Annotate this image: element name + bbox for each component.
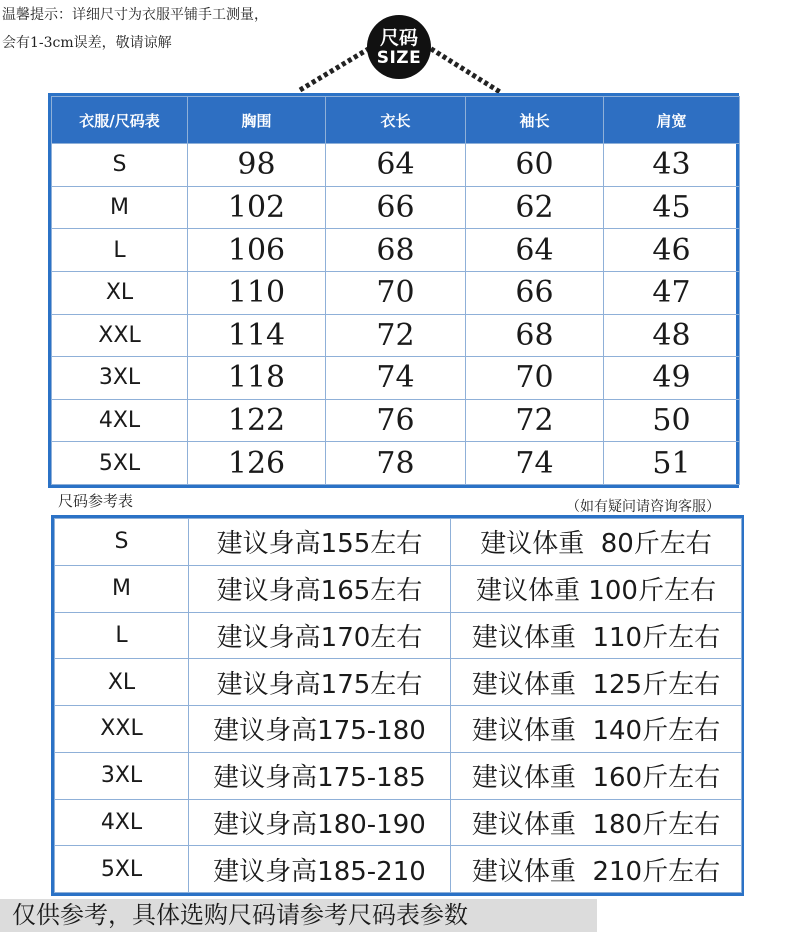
- cell-sleeve: 62: [466, 186, 604, 229]
- cell-sleeve: 66: [466, 271, 604, 314]
- header-sleeve: 袖长: [466, 97, 604, 144]
- cell-height: 建议身高170左右: [189, 612, 451, 659]
- notice-line-2: 会有1-3cm误差，敬请谅解: [2, 35, 172, 51]
- table-row: [52, 357, 740, 400]
- ref-table-title: 尺码参考表: [58, 492, 134, 510]
- cell-size: 3XL: [55, 752, 189, 799]
- cell-shoulder: 47: [604, 271, 740, 314]
- cell-chest: 114: [188, 314, 326, 357]
- table-row: [55, 659, 742, 706]
- cell-sleeve: 72: [466, 399, 604, 442]
- cell-size: XL: [52, 271, 188, 314]
- header-chest: 胸围: [188, 97, 326, 144]
- cell-weight: 建议体重 125斤左右: [451, 659, 742, 706]
- table-row: [52, 229, 740, 272]
- cell-sleeve: 64: [466, 229, 604, 272]
- table-row: [55, 799, 742, 846]
- cell-weight: 建议体重 100斤左右: [451, 565, 742, 612]
- table-row: [55, 565, 742, 612]
- size-badge: [367, 15, 431, 79]
- cell-length: 72: [326, 314, 466, 357]
- cell-height: 建议身高185-210: [189, 846, 451, 893]
- table-header-row: [52, 97, 740, 144]
- table-row: [52, 314, 740, 357]
- cell-size: 4XL: [55, 799, 189, 846]
- cell-size: M: [55, 565, 189, 612]
- cell-size: S: [52, 144, 188, 187]
- table-row: [52, 271, 740, 314]
- cell-weight: 建议体重 160斤左右: [451, 752, 742, 799]
- size-measurement-table: [48, 93, 739, 488]
- table-row: [55, 846, 742, 893]
- cell-chest: 102: [188, 186, 326, 229]
- cell-height: 建议身高175-185: [189, 752, 451, 799]
- notice-line-1: 温馨提示：详细尺寸为衣服平铺手工测量，: [2, 7, 268, 23]
- table-row: [52, 144, 740, 187]
- cell-sleeve: 60: [466, 144, 604, 187]
- table-row: [52, 186, 740, 229]
- cell-sleeve: 68: [466, 314, 604, 357]
- table-row: [55, 706, 742, 753]
- cell-chest: 106: [188, 229, 326, 272]
- table-row: [55, 519, 742, 566]
- cell-chest: 110: [188, 271, 326, 314]
- footer-disclaimer: 仅供参考，具体选购尺码请参考尺码表参数: [0, 899, 597, 932]
- cell-weight: 建议体重 110斤左右: [451, 612, 742, 659]
- cell-height: 建议身高175左右: [189, 659, 451, 706]
- cell-length: 78: [326, 442, 466, 485]
- table-row: [55, 612, 742, 659]
- cell-size: S: [55, 519, 189, 566]
- cell-size: 4XL: [52, 399, 188, 442]
- cell-weight: 建议体重 140斤左右: [451, 706, 742, 753]
- cell-chest: 98: [188, 144, 326, 187]
- ref-table-note: （如有疑问请咨询客服）: [566, 499, 720, 515]
- cell-height: 建议身高175-180: [189, 706, 451, 753]
- badge-cn-label: 尺码: [379, 27, 418, 49]
- cell-height: 建议身高180-190: [189, 799, 451, 846]
- cell-length: 76: [326, 399, 466, 442]
- cell-sleeve: 70: [466, 357, 604, 400]
- cell-shoulder: 43: [604, 144, 740, 187]
- cell-size: 3XL: [52, 357, 188, 400]
- cell-size: XXL: [55, 706, 189, 753]
- header-shoulder: 肩宽: [604, 97, 740, 144]
- cell-size: XL: [55, 659, 189, 706]
- cell-length: 68: [326, 229, 466, 272]
- cell-shoulder: 50: [604, 399, 740, 442]
- cell-chest: 122: [188, 399, 326, 442]
- size-reference-table: [51, 515, 744, 896]
- table-row: [52, 442, 740, 485]
- cell-length: 70: [326, 271, 466, 314]
- cell-chest: 118: [188, 357, 326, 400]
- table-row: [52, 399, 740, 442]
- cell-size: M: [52, 186, 188, 229]
- cell-length: 66: [326, 186, 466, 229]
- cell-size: L: [55, 612, 189, 659]
- cell-length: 74: [326, 357, 466, 400]
- cell-shoulder: 48: [604, 314, 740, 357]
- badge-en-label: SIZE: [376, 48, 422, 68]
- table-row: [55, 752, 742, 799]
- cell-shoulder: 51: [604, 442, 740, 485]
- cell-weight: 建议体重 180斤左右: [451, 799, 742, 846]
- cell-weight: 建议体重 210斤左右: [451, 846, 742, 893]
- cell-size: 5XL: [52, 442, 188, 485]
- header-length: 衣长: [326, 97, 466, 144]
- cell-chest: 126: [188, 442, 326, 485]
- cell-length: 64: [326, 144, 466, 187]
- cell-size: L: [52, 229, 188, 272]
- cell-size: XXL: [52, 314, 188, 357]
- cell-height: 建议身高155左右: [189, 519, 451, 566]
- cell-shoulder: 46: [604, 229, 740, 272]
- cell-height: 建议身高165左右: [189, 565, 451, 612]
- cell-sleeve: 74: [466, 442, 604, 485]
- header-size: 衣服/尺码表: [52, 97, 188, 144]
- cell-shoulder: 45: [604, 186, 740, 229]
- cell-size: 5XL: [55, 846, 189, 893]
- cell-shoulder: 49: [604, 357, 740, 400]
- cell-weight: 建议体重 80斤左右: [451, 519, 742, 566]
